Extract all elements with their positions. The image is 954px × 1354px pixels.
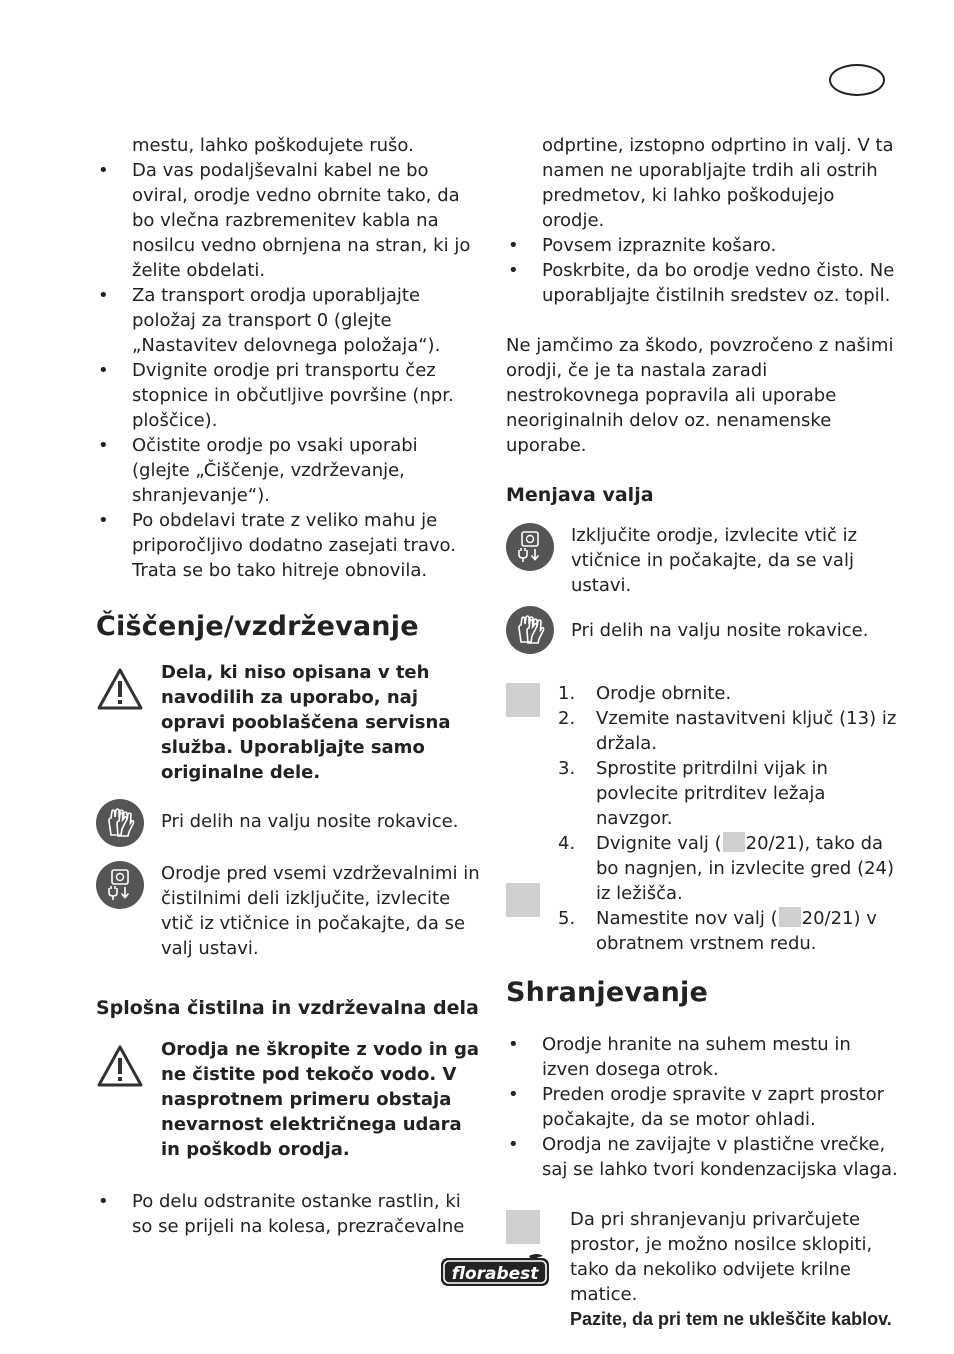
cleaning-bullets — [96, 1189, 481, 1239]
gloves-text: Pri delih na valju nosite rokavice. — [571, 620, 869, 641]
gloves-text: Pri delih na valju nosite rokavice. — [161, 811, 459, 832]
list-item: • Preden orodje spravite v zaprt prostor počakajte, da se motor ohladi. — [506, 1082, 901, 1132]
gloves-icon — [506, 606, 554, 654]
figure-reference-box — [723, 832, 745, 852]
storage-warning-text: Pazite, da pri tem ne ukleščite kablov. — [570, 1309, 892, 1329]
cleaning-bullets-cont — [506, 233, 901, 308]
subheading-general-cleaning: Splošna čistilna in vzdrževalna dela — [96, 997, 479, 1019]
list-item: • Dvignite orodje pri transportu čez stopnice in občutljive površine (npr. ploščice). — [96, 358, 481, 433]
unplug-text: Orodje pred vsemi vzdrževalnimi in čistilnimi deli izključite, izvlecite vtič iz vtičnice in počakajte, da se valj ustavi. — [161, 863, 480, 959]
florabest-logo — [439, 1252, 551, 1288]
subheading-roller-change: Menjava valja — [506, 484, 654, 506]
gloves-icon — [96, 799, 144, 847]
section-heading-storage: Shranjevanje — [506, 977, 708, 1008]
warning-note — [96, 1037, 481, 1162]
warning-triangle-icon — [96, 667, 144, 711]
list-item: 5. Namestite nov valj ( 20/21) v obratnem vrstnem redu. — [558, 908, 877, 954]
safety-bullets — [96, 158, 481, 583]
list-item: • Da vas podaljševalni kabel ne bo oviral, orodje vedno obrnite tako, da bo vlečna razbremenitev kabla na nosilcu vedno obrnjena na stran, ki jo želite obdelati. — [96, 158, 481, 283]
liability-text: Ne jamčimo za škodo, povzročeno z našimi orodji, če je ta nastala zaradi nestrokovnega popravila ali uporabe neoriginalnih delov oz. nenamenske uporabe. — [506, 335, 894, 456]
gloves-note — [96, 799, 481, 847]
list-item: • Po obdelavi trate z veliko mahu je priporočljivo dodatno zasejati travo. Trata se bo tako hitreje obnovila. — [96, 508, 481, 583]
right-column — [506, 133, 901, 1332]
list-item: 1. Orodje obrnite. — [558, 683, 732, 704]
list-item: • Očistite orodje po vsaki uporabi (glejte „Čiščenje, vzdrževanje, shranjevanje“). — [96, 433, 481, 508]
warning-triangle-icon — [96, 1044, 144, 1088]
figure-reference-box — [779, 907, 801, 927]
section-heading-cleaning: Čiščenje/vzdrževanje — [96, 611, 419, 642]
unplug-icon — [96, 861, 144, 909]
list-item: • Poskrbite, da bo orodje vedno čisto. Ne uporabljajte čistilnih sredstev oz. topil. — [506, 258, 901, 308]
warning-text: Orodja ne škropite z vodo in ga ne čistite pod tekočo vodo. V nasprotnem primeru obstaja nevarnost električnega udara in poškodb orodja. — [161, 1039, 480, 1160]
list-item: • Povsem izpraznite košaro. — [506, 233, 901, 258]
list-item: 3. Sprostite pritrdilni vijak in povlecite pritrditev ležaja navzgor. — [558, 758, 828, 829]
unplug-note — [96, 861, 481, 961]
unplug-text: Izključite orodje, izvlecite vtič iz vtičnice in počakajte, da se valj ustavi. — [571, 525, 858, 596]
list-item: • Orodja ne zavijajte v plastične vrečke, saj se lahko tvori kondenzacijska vlaga. — [506, 1132, 901, 1182]
storage-note — [506, 1207, 901, 1332]
warning-note — [96, 660, 481, 785]
storage-note-text: Da pri shranjevanju privarčujete prostor, je možno nosilce sklopiti, tako da nekoliko odvijete krilne matice. — [570, 1209, 873, 1305]
unplug-note — [506, 523, 901, 598]
continued-text: mestu, lahko poškodujete rušo. — [132, 135, 414, 156]
roller-steps — [506, 681, 901, 956]
warning-text: Dela, ki niso opisana v teh navodilih za uporabo, naj opravi pooblaščena servisna služba. Uporabljajte samo originalne dele. — [161, 662, 451, 783]
left-column — [96, 133, 481, 1239]
list-item: • Orodje hranite na suhem mestu in izven dosega otrok. — [506, 1032, 901, 1082]
logo-text: florabest — [451, 1264, 539, 1284]
unplug-icon — [506, 523, 554, 571]
continued-text: odprtine, izstopno odprtino in valj. V ta namen ne uporabljajte trdih ali ostrih predmetov, ki lahko poškodujejo orodje. — [542, 135, 894, 231]
storage-bullets — [506, 1032, 901, 1182]
list-item: • Za transport orodja uporabljajte položaj za transport 0 (glejte „Nastavitev delovnega položaja“). — [96, 283, 481, 358]
list-item: 2. Vzemite nastavitveni ključ (13) iz držala. — [558, 708, 897, 754]
language-badge — [829, 64, 885, 96]
figure-reference-box — [506, 1210, 540, 1244]
gloves-note — [506, 606, 901, 654]
list-item: • Po delu odstranite ostanke rastlin, ki so se prijeli na kolesa, prezračevalne — [96, 1189, 481, 1239]
list-item: 4. Dvignite valj ( 20/21), tako da bo nagnjen, in izvlecite gred (24) iz ležišča. — [558, 833, 895, 904]
